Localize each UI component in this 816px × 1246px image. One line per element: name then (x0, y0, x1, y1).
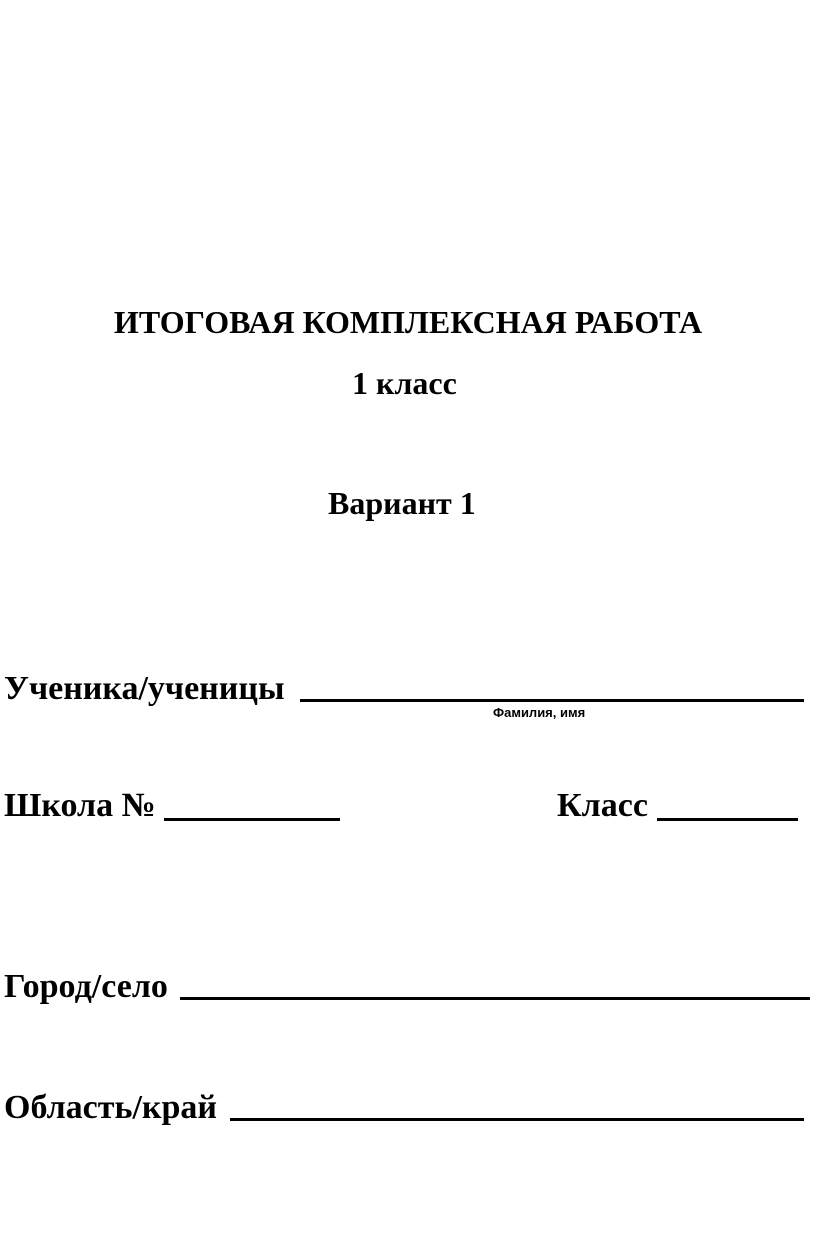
student-name-caption: Фамилия, имя (493, 705, 586, 720)
school-number-line[interactable] (164, 818, 340, 821)
variant-label: Вариант 1 (328, 485, 476, 521)
city-label: Город/село (4, 968, 168, 1005)
student-name-line[interactable] (300, 699, 804, 702)
school-label: Школа № (4, 787, 156, 824)
region-label: Область/край (4, 1089, 217, 1126)
class-label: Класс (557, 787, 648, 824)
document-title: ИТОГОВАЯ КОМПЛЕКСНАЯ РАБОТА (113, 304, 703, 340)
region-line[interactable] (230, 1118, 804, 1121)
grade-label: 1 класс (352, 365, 457, 401)
class-line[interactable] (657, 818, 798, 821)
student-label: Ученика/ученицы (4, 670, 285, 707)
city-line[interactable] (180, 997, 810, 1000)
